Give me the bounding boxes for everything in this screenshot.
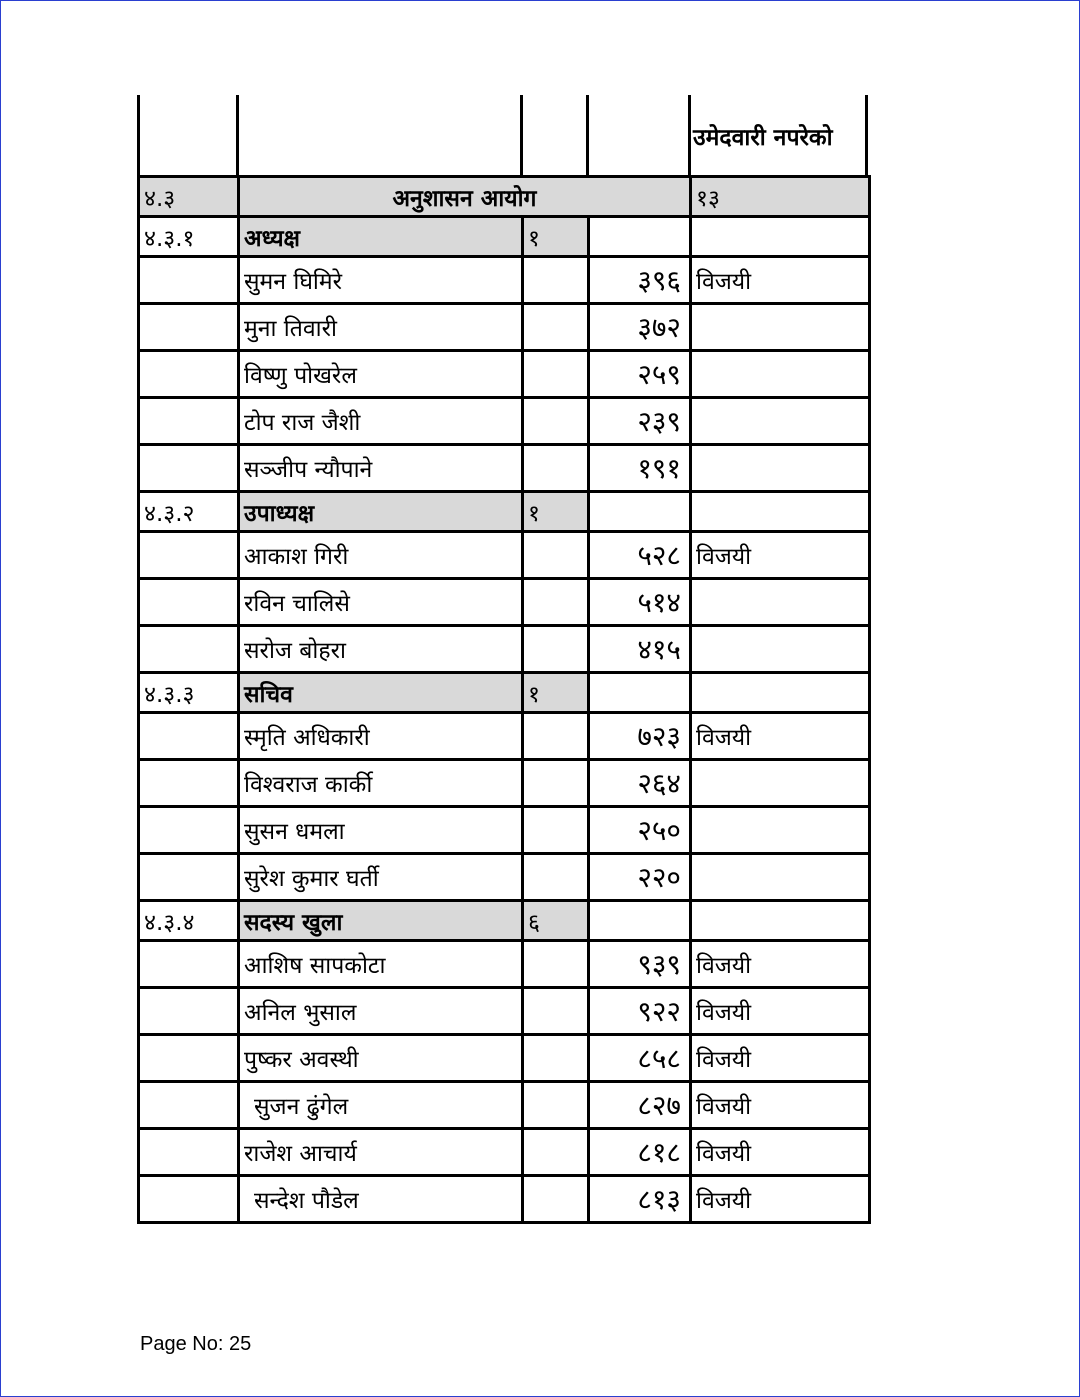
result-label: [691, 626, 870, 673]
vote-count: ८१८: [589, 1129, 691, 1176]
empty-cell: [523, 1035, 589, 1082]
empty-cell: [523, 854, 589, 901]
empty-cell: [139, 398, 239, 445]
column-line: [586, 95, 589, 179]
empty-cell: [691, 217, 870, 257]
result-label: [691, 854, 870, 901]
candidate-row: [139, 854, 870, 901]
candidate-row: [139, 941, 870, 988]
empty-cell: [523, 257, 589, 304]
candidate-name: रविन चालिसे: [239, 579, 523, 626]
vote-count: ९२२: [589, 988, 691, 1035]
empty-cell: [523, 579, 589, 626]
result-label: विजयी: [691, 941, 870, 988]
vote-count: ३७२: [589, 304, 691, 351]
result-label: [691, 398, 870, 445]
empty-cell: [139, 304, 239, 351]
election-results-table: [137, 175, 871, 1224]
empty-cell: [691, 673, 870, 713]
empty-cell: [523, 351, 589, 398]
candidate-row: [139, 988, 870, 1035]
candidate-row: [139, 532, 870, 579]
result-label: [691, 807, 870, 854]
empty-cell: [139, 1035, 239, 1082]
vote-count: ३९६: [589, 257, 691, 304]
seat-count: १: [523, 217, 589, 257]
section-row: [139, 492, 870, 532]
commission-title: अनुशासन आयोग: [239, 177, 691, 217]
section-code: ४.३.४: [139, 901, 239, 941]
empty-cell: [523, 532, 589, 579]
column-line: [520, 95, 523, 179]
empty-cell: [523, 304, 589, 351]
post-title: उपाध्यक्ष: [239, 492, 523, 532]
post-title: सचिव: [239, 673, 523, 713]
empty-cell: [589, 217, 691, 257]
empty-cell: [691, 492, 870, 532]
empty-cell: [589, 492, 691, 532]
empty-cell: [139, 807, 239, 854]
section-code: ४.३.२: [139, 492, 239, 532]
candidate-name: आशिष सापकोटा: [239, 941, 523, 988]
table-body: [139, 177, 870, 1223]
post-title: सदस्य खुला: [239, 901, 523, 941]
result-label: [691, 760, 870, 807]
candidate-row: [139, 257, 870, 304]
empty-cell: [523, 1176, 589, 1223]
empty-cell: [139, 532, 239, 579]
result-label: [691, 445, 870, 492]
result-label: [691, 351, 870, 398]
candidate-row: [139, 351, 870, 398]
vote-count: २३९: [589, 398, 691, 445]
vote-count: ८२७: [589, 1082, 691, 1129]
result-label: [691, 304, 870, 351]
empty-cell: [523, 1129, 589, 1176]
empty-cell: [139, 445, 239, 492]
empty-cell: [523, 988, 589, 1035]
candidate-name: सुजन ढुंगेल: [239, 1082, 523, 1129]
empty-cell: [523, 807, 589, 854]
section-row: [139, 217, 870, 257]
candidate-name: राजेश आचार्य: [239, 1129, 523, 1176]
vote-count: ९३९: [589, 941, 691, 988]
vote-count: २६४: [589, 760, 691, 807]
candidate-name: मुना तिवारी: [239, 304, 523, 351]
candidate-row: [139, 304, 870, 351]
result-label: विजयी: [691, 1082, 870, 1129]
result-label: विजयी: [691, 532, 870, 579]
vote-count: ८५८: [589, 1035, 691, 1082]
column-line: [688, 95, 691, 179]
candidate-name: सरोज बोहरा: [239, 626, 523, 673]
seat-count: ६: [523, 901, 589, 941]
candidate-row: [139, 445, 870, 492]
result-label: विजयी: [691, 1176, 870, 1223]
empty-cell: [523, 445, 589, 492]
vote-count: ८१३: [589, 1176, 691, 1223]
column-line: [137, 95, 140, 179]
result-label: विजयी: [691, 1035, 870, 1082]
seat-count: १: [523, 673, 589, 713]
empty-cell: [589, 901, 691, 941]
not-candidate-header: उमेदवारी नपरेको: [693, 125, 833, 151]
candidate-row: [139, 1082, 870, 1129]
empty-cell: [139, 713, 239, 760]
candidate-name: विष्णु पोखरेल: [239, 351, 523, 398]
commission-row: [139, 177, 870, 217]
candidate-row: [139, 1129, 870, 1176]
vote-count: ४१५: [589, 626, 691, 673]
result-label: विजयी: [691, 988, 870, 1035]
vote-count: २२०: [589, 854, 691, 901]
candidate-row: [139, 626, 870, 673]
empty-cell: [523, 1082, 589, 1129]
vote-count: १९१: [589, 445, 691, 492]
section-row: [139, 901, 870, 941]
candidate-name: स्मृति अधिकारी: [239, 713, 523, 760]
empty-cell: [139, 988, 239, 1035]
empty-cell: [139, 626, 239, 673]
candidate-name: सुमन घिमिरे: [239, 257, 523, 304]
empty-cell: [139, 1082, 239, 1129]
empty-cell: [139, 579, 239, 626]
commission-code: ४.३: [139, 177, 239, 217]
section-code: ४.३.३: [139, 673, 239, 713]
vote-count: २५९: [589, 351, 691, 398]
empty-cell: [139, 941, 239, 988]
seat-count: १: [523, 492, 589, 532]
section-code: ४.३.१: [139, 217, 239, 257]
empty-cell: [523, 713, 589, 760]
empty-cell: [139, 351, 239, 398]
candidate-row: [139, 760, 870, 807]
post-title: अध्यक्ष: [239, 217, 523, 257]
commission-total: १३: [691, 177, 870, 217]
empty-cell: [139, 1129, 239, 1176]
empty-cell: [139, 257, 239, 304]
candidate-row: [139, 713, 870, 760]
candidate-row: [139, 579, 870, 626]
candidate-name: सञ्जीप न्यौपाने: [239, 445, 523, 492]
column-line: [865, 95, 868, 179]
candidate-name: सुसन धमला: [239, 807, 523, 854]
vote-count: ५२८: [589, 532, 691, 579]
empty-cell: [589, 673, 691, 713]
empty-cell: [139, 760, 239, 807]
candidate-name: टोप राज जैशी: [239, 398, 523, 445]
page-number: Page No: 25: [140, 1333, 252, 1355]
empty-cell: [523, 941, 589, 988]
candidate-name: अनिल भुसाल: [239, 988, 523, 1035]
empty-cell: [523, 398, 589, 445]
candidate-row: [139, 1035, 870, 1082]
candidate-row: [139, 398, 870, 445]
result-label: विजयी: [691, 257, 870, 304]
candidate-row: [139, 1176, 870, 1223]
candidate-name: पुष्कर अवस्थी: [239, 1035, 523, 1082]
section-row: [139, 673, 870, 713]
empty-cell: [523, 760, 589, 807]
vote-count: ५१४: [589, 579, 691, 626]
candidate-name: सुरेश कुमार घर्ती: [239, 854, 523, 901]
vote-count: ७२३: [589, 713, 691, 760]
result-label: विजयी: [691, 1129, 870, 1176]
result-label: [691, 579, 870, 626]
empty-cell: [691, 901, 870, 941]
vote-count: २५०: [589, 807, 691, 854]
candidate-name: सन्देश पौडेल: [239, 1176, 523, 1223]
column-line: [236, 95, 239, 179]
empty-cell: [139, 854, 239, 901]
candidate-name: आकाश गिरी: [239, 532, 523, 579]
empty-cell: [523, 626, 589, 673]
empty-cell: [139, 1176, 239, 1223]
candidate-name: विश्वराज कार्की: [239, 760, 523, 807]
result-label: विजयी: [691, 713, 870, 760]
candidate-row: [139, 807, 870, 854]
